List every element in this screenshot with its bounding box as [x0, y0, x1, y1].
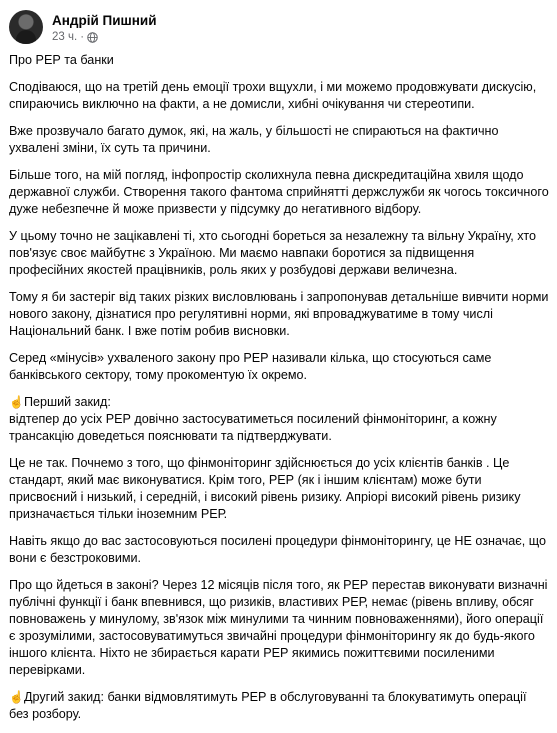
pointing-hand-icon: ☝ [9, 690, 24, 704]
paragraph-9: Навіть якщо до вас застосовуються посилені процедури фінмоніторингу, це НЕ означає, що вони є безстроковими. [9, 534, 546, 565]
paragraph-11 [9, 689, 549, 723]
first-objection-heading: Перший закид: [23, 395, 111, 409]
post-header [9, 8, 549, 48]
avatar[interactable] [9, 10, 43, 44]
paragraph-10: Про що йдеться в законі? Через 12 місяців після того, як РЕР перестав виконувати визначні публічні функції і банк впевнився, що ризиків, властивих РЕР, немає (рівень впливу, обсяг повноважень у минулому, зв'язок між минулими та чинним повноваженнями), його операції є зрозумілими, застосовуватимуться звичайні процедури фінмоніторингу як до будь-якого іншого клієнта. Ніхто не збирається карати РЕР якимись пожиттєвими посиленими перевірками. [9, 578, 548, 677]
paragraph-4: У цьому точно не зацікавлені ті, хто сьогодні бореться за незалежну та вільну Україну, хто пов'язує своє майбутнє з Україною. Ми маємо навпаки боротися за підвищення професійних якостей працівників, роль яких у розбудові держави величезна. [9, 229, 537, 277]
post-title: Про РЕР та банки [9, 53, 114, 67]
second-objection-text: Другий закид: банки відмовлятимуть РЕР в обслуговуванні та блокуватимуть операції без розбору. [9, 690, 527, 721]
post-meta [52, 31, 98, 43]
paragraph-3: Більше того, на мій погляд, інфопростір сколихнула певна дискредитаційна хвиля щодо державної служби. Створення такого фантома сприйнятті держслужби як чогось токсичного дуже небезпечне й може призвести у підсумку до негативного відбору. [9, 168, 549, 216]
first-objection-text: відтепер до усіх РЕР довічно застосуватиметься посилений фінмоніторинг, а кожну трансакцію доведеться пояснювати та підтверджувати. [9, 412, 497, 443]
paragraph-5: Тому я би застеріг від таких різких висловлювань і запропонував детальніше вивчити норми нового закону, дізнатися про регулятивні норми, які впроваджуватиме в тому числі Національний банк. І вже потім робив висновки. [9, 290, 549, 338]
paragraph-6: Серед «мінусів» ухваленого закону про РЕР називали кілька, що стосуються саме банківського сектору, тому прокоментую їх окремо. [9, 351, 492, 382]
author-name[interactable]: Андрій Пишний [52, 13, 157, 28]
paragraph-7 [9, 394, 549, 445]
globe-icon[interactable] [87, 32, 98, 43]
meta-separator: · [80, 31, 85, 43]
pointing-hand-icon: ☝ [9, 395, 24, 409]
post-body [9, 52, 549, 733]
post-time[interactable]: 23 ч. [52, 31, 78, 43]
paragraph-1: Сподіваюся, що на третій день емоції трохи вщухли, і ми можемо продовжувати дискусію, спираючись виключно на факти, а не домисли, хибні очікування чи стереотипи. [9, 80, 537, 111]
paragraph-8: Це не так. Почнемо з того, що фінмоніторинг здійснюється до усіх клієнтів банків . Це стандарт, який має виконуватися. Крім того, РЕР (як і іншим клієнтам) може бути присвоєний і низький, і середній, і високий рівень ризику. Апріорі високий рівень ризику призначається тільки іноземним РЕР. [9, 456, 521, 521]
paragraph-2: Вже прозвучало багато думок, які, на жаль, у більшості не спираються на фактично ухвалені зміни, їх суть та причини. [9, 124, 499, 155]
